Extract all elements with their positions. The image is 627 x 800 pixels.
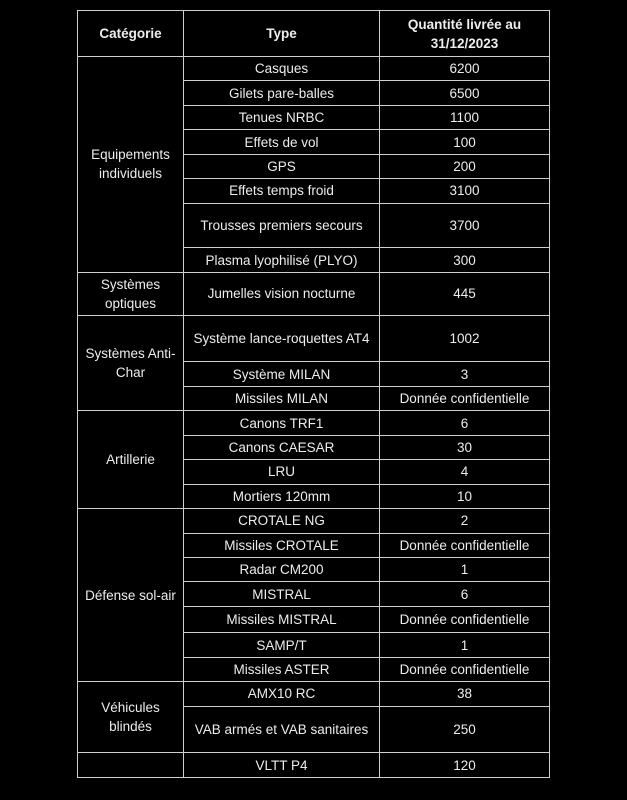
category-cell xyxy=(78,753,184,778)
type-cell: Jumelles vision nocturne xyxy=(184,272,380,315)
type-cell: AMX10 RC xyxy=(184,682,380,706)
type-cell: CROTALE NG xyxy=(184,509,380,533)
table-row xyxy=(78,315,550,362)
category-cell: Véhicules blindés xyxy=(78,682,184,753)
quantity-cell: 300 xyxy=(380,248,550,272)
type-cell: Mortiers 120mm xyxy=(184,484,380,508)
type-cell: Casques xyxy=(184,57,380,81)
type-cell: Tenues NRBC xyxy=(184,105,380,129)
header-type: Type xyxy=(184,11,380,57)
quantity-cell: Donnée confidentielle xyxy=(380,386,550,410)
category-cell: Equipements individuels xyxy=(78,57,184,273)
type-cell: Missiles MILAN xyxy=(184,386,380,410)
quantity-cell: 1 xyxy=(380,633,550,657)
quantity-cell: 200 xyxy=(380,154,550,178)
type-cell: SAMP/T xyxy=(184,633,380,657)
type-cell: Plasma lyophilisé (PLYO) xyxy=(184,248,380,272)
quantity-cell: 3 xyxy=(380,362,550,386)
category-cell: Systèmes Anti-Char xyxy=(78,315,184,411)
quantity-cell: 3100 xyxy=(380,179,550,203)
category-cell: Artillerie xyxy=(78,411,184,509)
quantity-cell: 10 xyxy=(380,484,550,508)
header-quantity: Quantité livrée au 31/12/2023 xyxy=(380,11,550,57)
table-header-row xyxy=(78,11,550,57)
type-cell: Effets temps froid xyxy=(184,179,380,203)
type-cell: Canons CAESAR xyxy=(184,435,380,459)
type-cell: Missiles CROTALE xyxy=(184,533,380,557)
quantity-cell: 6 xyxy=(380,411,550,435)
quantity-cell: 1 xyxy=(380,557,550,581)
quantity-cell: 1002 xyxy=(380,315,550,362)
category-cell: Systèmes optiques xyxy=(78,272,184,315)
quantity-cell: 4 xyxy=(380,460,550,484)
type-cell: Missiles MISTRAL xyxy=(184,606,380,632)
quantity-cell: 2 xyxy=(380,509,550,533)
type-cell: Missiles ASTER xyxy=(184,657,380,681)
quantity-cell: 250 xyxy=(380,706,550,753)
quantity-cell: Donnée confidentielle xyxy=(380,657,550,681)
quantity-cell: 38 xyxy=(380,682,550,706)
type-cell: LRU xyxy=(184,460,380,484)
type-cell: Trousses premiers secours xyxy=(184,203,380,248)
type-cell: GPS xyxy=(184,154,380,178)
table-row xyxy=(78,272,550,315)
type-cell: MISTRAL xyxy=(184,582,380,606)
type-cell: Gilets pare-balles xyxy=(184,81,380,105)
quantity-cell: 30 xyxy=(380,435,550,459)
quantity-cell: Donnée confidentielle xyxy=(380,533,550,557)
header-category: Catégorie xyxy=(78,11,184,57)
quantity-cell: 120 xyxy=(380,753,550,778)
quantity-cell: 6 xyxy=(380,582,550,606)
type-cell: Système lance-roquettes AT4 xyxy=(184,315,380,362)
quantity-cell: 445 xyxy=(380,272,550,315)
table-row xyxy=(78,682,550,706)
table-row xyxy=(78,57,550,81)
type-cell: Radar CM200 xyxy=(184,557,380,581)
quantity-cell: Donnée confidentielle xyxy=(380,606,550,632)
type-cell: Système MILAN xyxy=(184,362,380,386)
table-row xyxy=(78,753,550,778)
quantity-cell: 1100 xyxy=(380,105,550,129)
table-row xyxy=(78,411,550,435)
type-cell: Effets de vol xyxy=(184,130,380,154)
type-cell: Canons TRF1 xyxy=(184,411,380,435)
quantity-cell: 3700 xyxy=(380,203,550,248)
quantity-cell: 100 xyxy=(380,130,550,154)
quantity-cell: 6200 xyxy=(380,57,550,81)
category-cell: Défense sol-air xyxy=(78,509,184,682)
delivery-table xyxy=(77,10,550,778)
type-cell: VLTT P4 xyxy=(184,753,380,778)
quantity-cell: 6500 xyxy=(380,81,550,105)
table-row xyxy=(78,509,550,533)
type-cell: VAB armés et VAB sanitaires xyxy=(184,706,380,753)
